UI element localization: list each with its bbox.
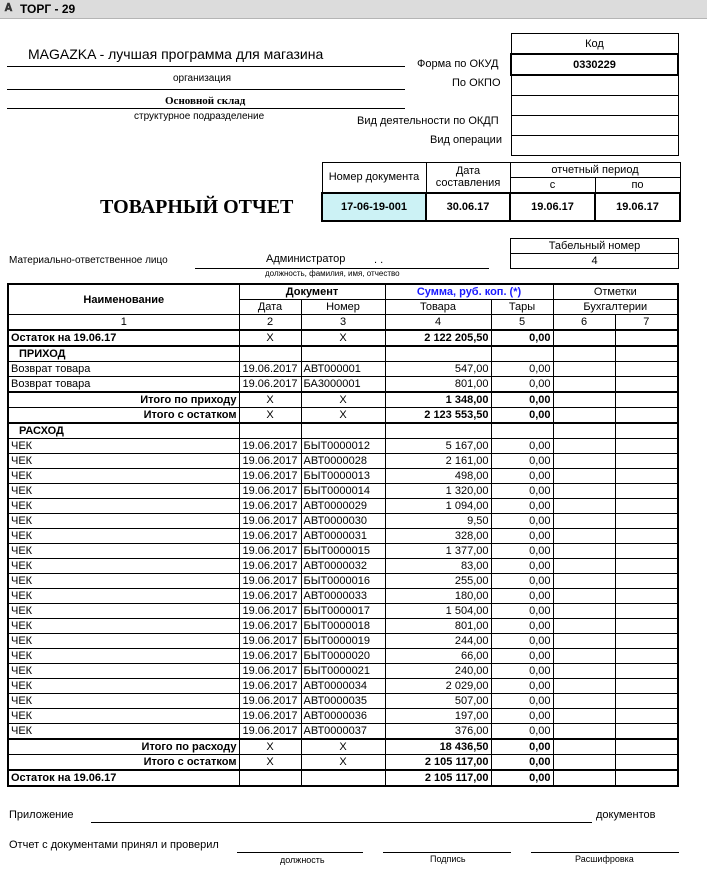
row-goods: 2 123 553,50	[385, 408, 491, 424]
row-mark	[615, 484, 678, 499]
row-name: Итого по расходу	[8, 739, 239, 755]
row-name: ЧЕК	[8, 574, 239, 589]
row-date: 19.06.2017	[239, 362, 301, 377]
row-mark	[553, 709, 615, 724]
row-mark	[615, 589, 678, 604]
row-tara: 0,00	[491, 544, 553, 559]
row-number: БЫТ0000018	[301, 619, 385, 634]
row-number: БЫТ0000013	[301, 469, 385, 484]
table-row	[8, 544, 678, 559]
row-goods: 244,00	[385, 634, 491, 649]
row-number: X	[301, 755, 385, 771]
row-date: 19.06.2017	[239, 559, 301, 574]
row-name: ЧЕК	[8, 679, 239, 694]
expense-with-rest-row	[8, 755, 678, 771]
row-date: X	[239, 408, 301, 424]
row-mark	[615, 330, 678, 346]
row-mark	[615, 724, 678, 740]
row-mark	[615, 619, 678, 634]
col-document-header: Документ	[239, 284, 385, 300]
row-mark	[553, 439, 615, 454]
income-section-row	[8, 346, 678, 362]
row-name: ЧЕК	[8, 619, 239, 634]
row-number: АВТ0000030	[301, 514, 385, 529]
row-date: 19.06.2017	[239, 619, 301, 634]
row-goods: 66,00	[385, 649, 491, 664]
row-number: АВТ0000033	[301, 589, 385, 604]
row-mark	[553, 559, 615, 574]
row-mark	[553, 604, 615, 619]
col-number-header: Номер	[301, 300, 385, 315]
row-date: X	[239, 755, 301, 771]
row-tara: 0,00	[491, 392, 553, 408]
position-caption: должность	[280, 855, 325, 865]
okpo-value	[511, 75, 678, 96]
row-date: 19.06.2017	[239, 724, 301, 740]
row-number: X	[301, 408, 385, 424]
row-date: 19.06.2017	[239, 529, 301, 544]
doc-table	[321, 162, 681, 222]
table-row	[8, 362, 678, 377]
row-goods: 83,00	[385, 559, 491, 574]
period-to: 19.06.17	[595, 193, 680, 221]
row-goods: 5 167,00	[385, 439, 491, 454]
row-name: ЧЕК	[8, 694, 239, 709]
row-tara: 0,00	[491, 619, 553, 634]
row-number: БЫТ0000019	[301, 634, 385, 649]
col-num: 3	[301, 315, 385, 331]
row-number: АВТ0000032	[301, 559, 385, 574]
row-name: Остаток на 19.06.17	[8, 330, 239, 346]
row-tara: 0,00	[491, 770, 553, 786]
row-name: Остаток на 19.06.17	[8, 770, 239, 786]
row-goods: 1 348,00	[385, 392, 491, 408]
row-tara: 0,00	[491, 709, 553, 724]
row-mark	[553, 664, 615, 679]
row-mark	[615, 679, 678, 694]
row-date: 19.06.2017	[239, 664, 301, 679]
row-number: БЫТ0000020	[301, 649, 385, 664]
decoding-caption: Расшифровка	[575, 854, 634, 864]
row-goods: 240,00	[385, 664, 491, 679]
col-num: 4	[385, 315, 491, 331]
row-mark	[615, 529, 678, 544]
row-mark	[615, 649, 678, 664]
row-mark	[553, 634, 615, 649]
row-goods: 498,00	[385, 469, 491, 484]
row-goods: 1 377,00	[385, 544, 491, 559]
row-mark	[553, 679, 615, 694]
table-row	[8, 649, 678, 664]
doc-date-header: Дата составления	[426, 163, 510, 193]
row-mark	[615, 514, 678, 529]
row-mark	[553, 649, 615, 664]
row-name: Итого по приходу	[8, 392, 239, 408]
row-number: АВТ0000029	[301, 499, 385, 514]
row-number: БЫТ0000016	[301, 574, 385, 589]
goods-report-table	[7, 283, 679, 787]
row-date: X	[239, 392, 301, 408]
row-name: ЧЕК	[8, 724, 239, 740]
row-goods: 197,00	[385, 709, 491, 724]
table-row	[8, 634, 678, 649]
row-mark	[615, 664, 678, 679]
table-row	[8, 664, 678, 679]
row-goods: 507,00	[385, 694, 491, 709]
closing-row	[8, 770, 678, 786]
doc-number-header: Номер документа	[322, 163, 426, 193]
table-row	[8, 439, 678, 454]
row-tara: 0,00	[491, 664, 553, 679]
table-row	[8, 679, 678, 694]
operation-value	[511, 136, 678, 156]
table-row	[8, 484, 678, 499]
responsible-caption: должность, фамилия, имя, отчество	[265, 269, 400, 278]
report-title: ТОВАРНЫЙ ОТЧЕТ	[100, 196, 294, 218]
responsible-dots: . .	[374, 254, 384, 266]
col-goods-header: Товара	[385, 300, 491, 315]
row-mark	[615, 694, 678, 709]
row-goods: 18 436,50	[385, 739, 491, 755]
row-mark	[615, 634, 678, 649]
row-tara: 0,00	[491, 330, 553, 346]
tab-number-header: Табельный номер	[511, 239, 679, 254]
row-name: ЧЕК	[8, 589, 239, 604]
table-row	[8, 529, 678, 544]
row-mark	[615, 574, 678, 589]
row-date: X	[239, 330, 301, 346]
row-date: 19.06.2017	[239, 469, 301, 484]
table-row	[8, 589, 678, 604]
okdp-label: Вид деятельности по ОКДП	[357, 115, 499, 127]
row-name: ЧЕК	[8, 709, 239, 724]
row-date: 19.06.2017	[239, 439, 301, 454]
okpo-label: По ОКПО	[452, 77, 501, 89]
col-num: 5	[491, 315, 553, 331]
expense-section-row	[8, 423, 678, 439]
row-number: БЫТ0000015	[301, 544, 385, 559]
row-mark	[553, 589, 615, 604]
row-tara: 0,00	[491, 694, 553, 709]
row-date: 19.06.2017	[239, 544, 301, 559]
col-num: 1	[8, 315, 239, 331]
row-name: Итого с остатком	[8, 755, 239, 771]
row-mark	[553, 484, 615, 499]
okud-label: Форма по ОКУД	[417, 58, 499, 70]
row-goods: 2 105 117,00	[385, 770, 491, 786]
subdivision-caption: структурное подразделение	[134, 111, 265, 122]
section-label: РАСХОД	[8, 423, 239, 439]
col-tara-header: Тары	[491, 300, 553, 315]
row-goods: 801,00	[385, 377, 491, 393]
col-date-header: Дата	[239, 300, 301, 315]
row-tara: 0,00	[491, 499, 553, 514]
kod-table	[510, 33, 679, 156]
row-tara: 0,00	[491, 454, 553, 469]
row-goods: 801,00	[385, 619, 491, 634]
row-goods: 2 029,00	[385, 679, 491, 694]
table-row	[8, 499, 678, 514]
col-marks-header: Отметки	[553, 284, 678, 300]
row-number: АВТ0000037	[301, 724, 385, 740]
row-number: БЫТ0000017	[301, 604, 385, 619]
subdivision: Основной склад	[165, 95, 246, 107]
row-number: АВТ000001	[301, 362, 385, 377]
row-mark	[553, 514, 615, 529]
row-date: 19.06.2017	[239, 454, 301, 469]
org-name: MAGAZKA - лучшая программа для магазина	[28, 46, 324, 62]
row-mark	[615, 454, 678, 469]
table-row	[8, 514, 678, 529]
row-mark	[553, 454, 615, 469]
table-row	[8, 694, 678, 709]
row-tara: 0,00	[491, 484, 553, 499]
row-goods: 2 122 205,50	[385, 330, 491, 346]
row-name: ЧЕК	[8, 499, 239, 514]
table-row	[8, 604, 678, 619]
row-name: ЧЕК	[8, 454, 239, 469]
row-goods: 376,00	[385, 724, 491, 740]
row-tara: 0,00	[491, 589, 553, 604]
expense-total-row	[8, 739, 678, 755]
row-name: Возврат товара	[8, 377, 239, 393]
col-num: 2	[239, 315, 301, 331]
table-row	[8, 619, 678, 634]
kod-header: Код	[511, 34, 678, 55]
row-tara: 0,00	[491, 679, 553, 694]
section-label: ПРИХОД	[8, 346, 239, 362]
org-caption: организация	[173, 73, 232, 84]
opening-row	[8, 330, 678, 346]
row-tara: 0,00	[491, 755, 553, 771]
row-date: X	[239, 739, 301, 755]
table-row	[8, 469, 678, 484]
window-titlebar	[0, 0, 707, 19]
col-num: 7	[615, 315, 678, 331]
row-number: БЫТ0000012	[301, 439, 385, 454]
documents-label: документов	[596, 809, 656, 821]
row-mark	[615, 604, 678, 619]
table-row	[8, 377, 678, 393]
row-number: БА3000001	[301, 377, 385, 393]
row-name: ЧЕК	[8, 469, 239, 484]
row-tara: 0,00	[491, 649, 553, 664]
row-date: 19.06.2017	[239, 514, 301, 529]
row-goods: 180,00	[385, 589, 491, 604]
row-tara: 0,00	[491, 574, 553, 589]
table-row	[8, 709, 678, 724]
row-mark	[615, 499, 678, 514]
row-goods: 2 161,00	[385, 454, 491, 469]
row-date: 19.06.2017	[239, 694, 301, 709]
row-tara: 0,00	[491, 362, 553, 377]
window-title: ТОРГ - 29	[20, 2, 76, 16]
row-tara: 0,00	[491, 739, 553, 755]
row-tara: 0,00	[491, 559, 553, 574]
row-tara: 0,00	[491, 604, 553, 619]
row-tara: 0,00	[491, 514, 553, 529]
row-mark	[553, 529, 615, 544]
row-mark	[615, 469, 678, 484]
row-name: ЧЕК	[8, 664, 239, 679]
row-number: АВТ0000031	[301, 529, 385, 544]
tab-number-table	[510, 238, 679, 269]
responsible-name: Администратор	[266, 253, 346, 265]
row-number: АВТ0000036	[301, 709, 385, 724]
row-tara: 0,00	[491, 439, 553, 454]
blank-value	[511, 96, 678, 116]
row-number: X	[301, 392, 385, 408]
row-date: 19.06.2017	[239, 634, 301, 649]
row-name: ЧЕК	[8, 439, 239, 454]
row-mark	[615, 362, 678, 377]
row-name: Возврат товара	[8, 362, 239, 377]
row-mark	[615, 559, 678, 574]
accepted-label: Отчет с документами принял и проверил	[9, 839, 219, 851]
row-number: БЫТ0000014	[301, 484, 385, 499]
doc-number: 17-06-19-001	[322, 193, 426, 221]
row-number: БЫТ0000021	[301, 664, 385, 679]
row-mark	[553, 362, 615, 377]
row-tara: 0,00	[491, 529, 553, 544]
row-mark	[553, 469, 615, 484]
period-to-header: по	[595, 178, 680, 193]
row-mark	[615, 544, 678, 559]
row-mark	[553, 574, 615, 589]
row-date: 19.06.2017	[239, 679, 301, 694]
responsible-label: Материально-ответственное лицо	[9, 255, 168, 266]
row-tara: 0,00	[491, 408, 553, 424]
row-goods: 255,00	[385, 574, 491, 589]
row-date: 19.06.2017	[239, 589, 301, 604]
row-name: ЧЕК	[8, 529, 239, 544]
row-tara: 0,00	[491, 634, 553, 649]
table-row	[8, 559, 678, 574]
table-row	[8, 574, 678, 589]
table-row	[8, 454, 678, 469]
period-header: отчетный период	[510, 163, 680, 178]
document-icon: 𝐀	[4, 2, 13, 14]
row-goods: 2 105 117,00	[385, 755, 491, 771]
row-name: ЧЕК	[8, 604, 239, 619]
row-goods: 9,50	[385, 514, 491, 529]
row-date: 19.06.2017	[239, 484, 301, 499]
row-goods: 547,00	[385, 362, 491, 377]
okdp-value	[511, 116, 678, 136]
row-mark	[615, 377, 678, 393]
row-date: 19.06.2017	[239, 377, 301, 393]
col-name-header: Наименование	[8, 284, 239, 315]
row-tara: 0,00	[491, 469, 553, 484]
row-tara: 0,00	[491, 724, 553, 740]
row-mark	[553, 377, 615, 393]
income-with-rest-row	[8, 408, 678, 424]
doc-date: 30.06.17	[426, 193, 510, 221]
signature-caption: Подпись	[430, 854, 466, 864]
row-number: X	[301, 739, 385, 755]
col-sum-header: Сумма, руб. коп. (*)	[385, 284, 553, 300]
attachment-label: Приложение	[9, 809, 74, 821]
period-from: 19.06.17	[510, 193, 595, 221]
row-mark	[553, 724, 615, 740]
row-goods: 1 094,00	[385, 499, 491, 514]
row-name: ЧЕК	[8, 649, 239, 664]
table-row	[8, 724, 678, 740]
row-number: АВТ0000035	[301, 694, 385, 709]
row-mark	[553, 330, 615, 346]
row-mark	[615, 439, 678, 454]
row-mark	[553, 499, 615, 514]
row-number: АВТ0000034	[301, 679, 385, 694]
row-goods: 328,00	[385, 529, 491, 544]
row-mark	[553, 694, 615, 709]
row-date: 19.06.2017	[239, 709, 301, 724]
row-date: 19.06.2017	[239, 604, 301, 619]
row-goods: 1 504,00	[385, 604, 491, 619]
row-mark	[553, 619, 615, 634]
okud-value: 0330229	[511, 54, 678, 75]
col-accounting-header: Бухгалтерии	[553, 300, 678, 315]
row-name: ЧЕК	[8, 514, 239, 529]
row-date: 19.06.2017	[239, 649, 301, 664]
row-name: Итого с остатком	[8, 408, 239, 424]
row-name: ЧЕК	[8, 544, 239, 559]
row-name: ЧЕК	[8, 634, 239, 649]
row-mark	[615, 709, 678, 724]
row-tara: 0,00	[491, 377, 553, 393]
row-date: 19.06.2017	[239, 574, 301, 589]
period-from-header: с	[510, 178, 595, 193]
row-name: ЧЕК	[8, 484, 239, 499]
operation-label: Вид операции	[430, 134, 502, 146]
col-num: 6	[553, 315, 615, 331]
row-goods: 1 320,00	[385, 484, 491, 499]
row-number: X	[301, 330, 385, 346]
row-name: ЧЕК	[8, 559, 239, 574]
row-number: АВТ0000028	[301, 454, 385, 469]
row-date: 19.06.2017	[239, 499, 301, 514]
tab-number-value: 4	[511, 254, 679, 269]
income-total-row	[8, 392, 678, 408]
row-mark	[553, 544, 615, 559]
